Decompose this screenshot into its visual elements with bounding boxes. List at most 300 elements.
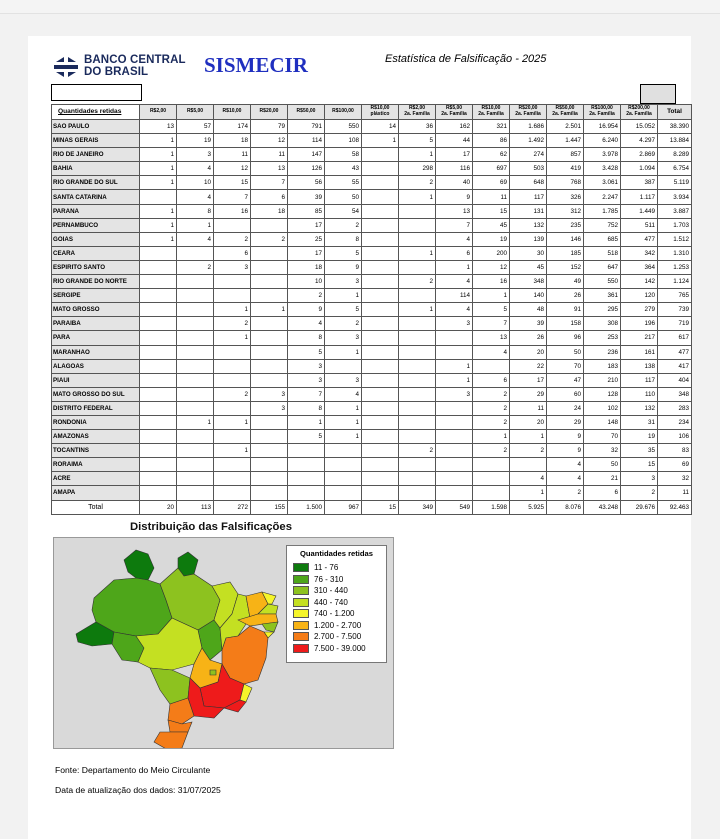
value-cell: 43 [325, 162, 362, 176]
value-cell: 387 [621, 176, 658, 190]
row-total-cell: 719 [658, 317, 692, 331]
value-cell: 174 [214, 120, 251, 134]
value-cell: 7 [436, 218, 473, 232]
value-cell: 13 [140, 120, 177, 134]
table-row [52, 204, 692, 218]
value-cell: 4 [177, 190, 214, 204]
row-total-cell: 417 [658, 359, 692, 373]
state-name: RIO DE JANEIRO [52, 148, 140, 162]
value-cell: 57 [177, 120, 214, 134]
value-cell: 685 [584, 232, 621, 246]
value-cell: 4 [547, 472, 584, 486]
value-cell: 110 [621, 387, 658, 401]
value-cell: 2 [177, 260, 214, 274]
value-cell: 13 [473, 331, 510, 345]
value-cell [362, 232, 399, 246]
value-cell: 1.598 [473, 500, 510, 514]
table-row [52, 246, 692, 260]
value-cell: 253 [584, 331, 621, 345]
value-cell: 30 [510, 246, 547, 260]
value-cell [214, 359, 251, 373]
value-cell: 1 [399, 246, 436, 260]
value-cell: 5 [288, 430, 325, 444]
value-cell: 1 [399, 303, 436, 317]
value-cell [177, 373, 214, 387]
value-cell: 15 [621, 458, 658, 472]
value-cell: 49 [547, 275, 584, 289]
table-row [52, 401, 692, 415]
value-cell: 132 [510, 218, 547, 232]
value-cell [177, 303, 214, 317]
value-cell: 1 [140, 176, 177, 190]
state-roraima [124, 550, 154, 580]
value-cell [177, 458, 214, 472]
value-cell: 967 [325, 500, 362, 514]
value-cell: 3 [436, 317, 473, 331]
value-cell: 139 [510, 232, 547, 246]
value-cell: 120 [621, 289, 658, 303]
value-cell: 1.094 [621, 162, 658, 176]
value-cell: 2 [288, 289, 325, 303]
value-cell: 114 [436, 289, 473, 303]
value-cell: 20 [510, 415, 547, 429]
value-cell [214, 275, 251, 289]
value-cell: 2 [473, 387, 510, 401]
value-cell [140, 331, 177, 345]
value-cell [251, 275, 288, 289]
state-name: PARA [52, 331, 140, 345]
column-header: R$10,00 2a. Família [473, 105, 510, 120]
value-cell: 50 [584, 458, 621, 472]
value-cell: 2 [214, 232, 251, 246]
value-cell: 5 [325, 303, 362, 317]
state-name: SAO PAULO [52, 120, 140, 134]
value-cell: 6.240 [584, 134, 621, 148]
value-cell: 364 [621, 260, 658, 274]
value-cell [140, 303, 177, 317]
value-cell [362, 303, 399, 317]
state-name: PIAUI [52, 373, 140, 387]
value-cell: 155 [251, 500, 288, 514]
value-cell: 3 [251, 387, 288, 401]
value-cell [140, 415, 177, 429]
value-cell [362, 458, 399, 472]
table-row [52, 134, 692, 148]
legend-item [293, 597, 380, 609]
column-header: R$100,00 2a. Família [584, 105, 621, 120]
value-cell [362, 190, 399, 204]
value-cell: 1 [214, 415, 251, 429]
value-cell [251, 317, 288, 331]
column-header: Total [658, 105, 692, 120]
legend-swatch [293, 575, 309, 584]
value-cell: 1 [436, 373, 473, 387]
state-name: CEARA [52, 246, 140, 260]
value-cell [251, 373, 288, 387]
value-cell: 69 [473, 176, 510, 190]
value-cell [362, 289, 399, 303]
value-cell: 1.492 [510, 134, 547, 148]
value-cell [399, 430, 436, 444]
value-cell: 279 [621, 303, 658, 317]
value-cell: 4.297 [621, 134, 658, 148]
value-cell: 8 [288, 401, 325, 415]
value-cell: 3.978 [584, 148, 621, 162]
row-total-cell: 348 [658, 387, 692, 401]
value-cell: 326 [547, 190, 584, 204]
value-cell [140, 387, 177, 401]
value-cell: 117 [621, 373, 658, 387]
value-cell [399, 345, 436, 359]
value-cell: 22 [510, 359, 547, 373]
value-cell: 11 [251, 148, 288, 162]
value-cell [288, 444, 325, 458]
value-cell [251, 486, 288, 500]
legend-swatch [293, 598, 309, 607]
row-total-cell: 69 [658, 458, 692, 472]
table-row [52, 289, 692, 303]
value-cell: 2 [473, 444, 510, 458]
value-cell [288, 472, 325, 486]
value-cell: 503 [510, 162, 547, 176]
value-cell: 7 [214, 190, 251, 204]
value-cell [436, 486, 473, 500]
value-cell: 2 [251, 232, 288, 246]
value-cell [140, 458, 177, 472]
value-cell: 647 [584, 260, 621, 274]
column-header: R$20,00 2a. Família [510, 105, 547, 120]
value-cell: 1 [288, 415, 325, 429]
value-cell: 11 [510, 401, 547, 415]
table-row [52, 176, 692, 190]
value-cell: 2 [214, 317, 251, 331]
value-cell: 4 [473, 345, 510, 359]
legend-item [293, 585, 380, 597]
value-cell: 10 [177, 176, 214, 190]
value-cell [251, 430, 288, 444]
table-row [52, 345, 692, 359]
value-cell: 17 [288, 246, 325, 260]
value-cell: 1 [399, 148, 436, 162]
value-cell [399, 415, 436, 429]
value-cell: 3 [288, 359, 325, 373]
column-header: R$2,00 2a. Família [399, 105, 436, 120]
value-cell [436, 444, 473, 458]
value-cell [399, 204, 436, 218]
value-cell: 752 [584, 218, 621, 232]
value-cell: 5 [399, 134, 436, 148]
table-header-row [52, 105, 692, 120]
value-cell [362, 148, 399, 162]
row-total-cell: 38.390 [658, 120, 692, 134]
value-cell: 147 [288, 148, 325, 162]
value-cell: 43.248 [584, 500, 621, 514]
value-cell [251, 415, 288, 429]
value-cell: 12 [214, 162, 251, 176]
value-cell: 15.052 [621, 120, 658, 134]
header-blank-cell [51, 84, 142, 101]
bank-name-line2: DO BRASIL [84, 66, 149, 78]
value-cell [177, 289, 214, 303]
total-header-blank-cell [640, 84, 676, 104]
row-total-cell: 1.512 [658, 232, 692, 246]
value-cell [251, 289, 288, 303]
row-total-cell: 617 [658, 331, 692, 345]
value-cell: 5 [473, 303, 510, 317]
value-cell: 1 [214, 331, 251, 345]
value-cell [140, 190, 177, 204]
value-cell: 1 [325, 289, 362, 303]
value-cell [436, 401, 473, 415]
value-cell: 102 [584, 401, 621, 415]
value-cell: 2 [325, 317, 362, 331]
value-cell: 3 [325, 331, 362, 345]
row-total-cell: 234 [658, 415, 692, 429]
value-cell: 183 [584, 359, 621, 373]
value-cell: 32 [584, 444, 621, 458]
value-cell: 477 [621, 232, 658, 246]
value-cell: 308 [584, 317, 621, 331]
value-cell: 1 [362, 134, 399, 148]
value-cell [436, 415, 473, 429]
value-cell: 40 [436, 176, 473, 190]
value-cell [399, 458, 436, 472]
value-cell: 2.501 [547, 120, 584, 134]
update-date: Data de atualização dos dados: 31/07/2025 [55, 785, 221, 795]
state-name: MARANHAO [52, 345, 140, 359]
table-row [52, 373, 692, 387]
value-cell: 1.500 [288, 500, 325, 514]
value-cell: 47 [547, 373, 584, 387]
value-cell: 1 [140, 232, 177, 246]
state-name: MATO GROSSO [52, 303, 140, 317]
state-name: AMAPA [52, 486, 140, 500]
value-cell [399, 331, 436, 345]
value-cell: 6 [251, 190, 288, 204]
value-cell [140, 260, 177, 274]
row-total-cell: 283 [658, 401, 692, 415]
table-row [52, 415, 692, 429]
value-cell: 1 [510, 486, 547, 500]
value-cell: 2 [547, 486, 584, 500]
column-header: R$5,00 2a. Família [436, 105, 473, 120]
value-cell: 185 [547, 246, 584, 260]
value-cell: 200 [473, 246, 510, 260]
value-cell: 19 [473, 232, 510, 246]
row-header-label: Quantidades retidas [52, 105, 140, 120]
legend-item [293, 631, 380, 643]
legend-item [293, 562, 380, 574]
value-cell: 419 [547, 162, 584, 176]
value-cell [473, 458, 510, 472]
value-cell: 50 [547, 345, 584, 359]
value-cell [362, 430, 399, 444]
value-cell: 12 [251, 134, 288, 148]
state-df [210, 670, 216, 675]
value-cell: 857 [547, 148, 584, 162]
value-cell: 79 [251, 120, 288, 134]
value-cell [436, 472, 473, 486]
legend-label: 2.700 - 7.500 [314, 632, 362, 642]
value-cell: 4 [547, 458, 584, 472]
value-cell: 131 [510, 204, 547, 218]
row-total-cell: 8.289 [658, 148, 692, 162]
value-cell [177, 317, 214, 331]
value-cell: 9 [547, 444, 584, 458]
row-total-cell: 11 [658, 486, 692, 500]
value-cell: 1 [214, 303, 251, 317]
value-cell: 8 [325, 232, 362, 246]
value-cell: 1 [473, 430, 510, 444]
value-cell: 12 [473, 260, 510, 274]
value-cell: 348 [510, 275, 547, 289]
row-total-cell: 83 [658, 444, 692, 458]
value-cell [399, 232, 436, 246]
value-cell: 161 [621, 345, 658, 359]
value-cell: 217 [621, 331, 658, 345]
value-cell: 550 [325, 120, 362, 134]
value-cell: 7 [288, 387, 325, 401]
value-cell: 1 [325, 345, 362, 359]
value-cell: 39 [510, 317, 547, 331]
state-ms [150, 668, 190, 704]
value-cell: 2 [473, 401, 510, 415]
legend-swatch [293, 621, 309, 630]
value-cell: 791 [288, 120, 325, 134]
legend-item [293, 643, 380, 655]
legend-item [293, 608, 380, 620]
value-cell: 35 [621, 444, 658, 458]
value-cell [251, 218, 288, 232]
value-cell: 20 [510, 345, 547, 359]
state-name: BAHIA [52, 162, 140, 176]
value-cell: 2 [399, 176, 436, 190]
column-header: R$5,00 [177, 105, 214, 120]
value-cell: 17 [436, 148, 473, 162]
legend-swatch [293, 586, 309, 595]
value-cell [140, 486, 177, 500]
source-note: Fonte: Departamento do Meio Circulante [55, 765, 211, 775]
value-cell [140, 275, 177, 289]
state-alagoas [262, 622, 278, 632]
value-cell: 18 [214, 134, 251, 148]
state-name: GOIAS [52, 232, 140, 246]
value-cell [362, 415, 399, 429]
value-cell [214, 430, 251, 444]
value-cell [251, 246, 288, 260]
value-cell: 86 [473, 134, 510, 148]
value-cell: 4 [325, 387, 362, 401]
table-row [52, 472, 692, 486]
value-cell: 18 [251, 204, 288, 218]
row-total-cell: 765 [658, 289, 692, 303]
value-cell: 50 [325, 190, 362, 204]
value-cell [362, 204, 399, 218]
value-cell: 56 [288, 176, 325, 190]
value-cell: 4 [510, 472, 547, 486]
value-cell: 16 [473, 275, 510, 289]
value-cell: 108 [325, 134, 362, 148]
value-cell: 298 [399, 162, 436, 176]
value-cell: 361 [584, 289, 621, 303]
value-cell: 3 [325, 275, 362, 289]
value-cell [177, 472, 214, 486]
value-cell [399, 486, 436, 500]
table-row [52, 275, 692, 289]
value-cell [325, 458, 362, 472]
value-cell: 9 [547, 430, 584, 444]
value-cell [362, 486, 399, 500]
table-row [52, 190, 692, 204]
value-cell: 1 [399, 190, 436, 204]
bank-name-line1: BANCO CENTRAL [84, 54, 186, 66]
value-cell [140, 373, 177, 387]
value-cell [399, 401, 436, 415]
state-name: ALAGOAS [52, 359, 140, 373]
value-cell [362, 176, 399, 190]
row-total-cell: 92.463 [658, 500, 692, 514]
value-cell: 549 [436, 500, 473, 514]
table-row [52, 331, 692, 345]
value-cell [362, 444, 399, 458]
value-cell: 7 [251, 176, 288, 190]
bcb-logo-text [84, 54, 186, 78]
value-cell: 45 [510, 260, 547, 274]
value-cell [140, 401, 177, 415]
value-cell: 18 [288, 260, 325, 274]
state-name: RORAIMA [52, 458, 140, 472]
row-total-cell: 106 [658, 430, 692, 444]
state-name: RONDONIA [52, 415, 140, 429]
value-cell: 5.925 [510, 500, 547, 514]
value-cell: 697 [473, 162, 510, 176]
value-cell: 48 [510, 303, 547, 317]
value-cell [362, 387, 399, 401]
value-cell [177, 387, 214, 401]
value-cell: 25 [288, 232, 325, 246]
value-cell: 2.247 [584, 190, 621, 204]
value-cell [399, 373, 436, 387]
value-cell: 274 [510, 148, 547, 162]
state-name: ESPIRITO SANTO [52, 260, 140, 274]
value-cell: 162 [436, 120, 473, 134]
value-cell [510, 458, 547, 472]
legend-swatch [293, 609, 309, 618]
table-row [52, 303, 692, 317]
value-cell [214, 289, 251, 303]
value-cell: 1 [214, 444, 251, 458]
table-row [52, 232, 692, 246]
value-cell [362, 472, 399, 486]
value-cell [177, 486, 214, 500]
table-row [52, 444, 692, 458]
column-header: R$10,00 plástico [362, 105, 399, 120]
legend-label: 310 - 440 [314, 586, 348, 596]
value-cell: 55 [325, 176, 362, 190]
value-cell: 4 [436, 275, 473, 289]
value-cell: 2 [399, 275, 436, 289]
value-cell [140, 289, 177, 303]
value-cell: 148 [584, 415, 621, 429]
value-cell: 128 [584, 387, 621, 401]
value-cell: 85 [288, 204, 325, 218]
value-cell [436, 458, 473, 472]
value-cell: 8.076 [547, 500, 584, 514]
value-cell: 1 [177, 415, 214, 429]
value-cell: 8 [288, 331, 325, 345]
value-cell [251, 472, 288, 486]
value-cell [251, 260, 288, 274]
